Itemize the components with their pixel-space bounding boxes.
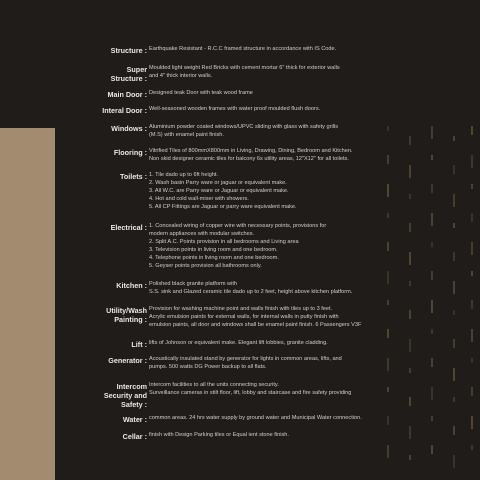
- spec-label-line: Painting :: [114, 315, 147, 324]
- spec-value: Aluminium powder coated windows/UPVC sliding with glass with safety grills (M.S) with enamel paint finish.: [149, 124, 339, 138]
- spec-label: Structure :: [110, 46, 147, 55]
- spec-label: Cellar :: [122, 432, 147, 441]
- spec-label: Interal Door :: [102, 106, 147, 115]
- spec-label-line: Intercom: [116, 382, 147, 391]
- spec-label: Kitchen :: [116, 281, 147, 290]
- spec-value: Vitrified Tiles of 800mmX800mm in Living, Drawing, Dining, Bedroom and Kitchen. Non skid designer ceramic tiles for balcony 6s utility areas, 12"X12" for all toilets.: [149, 148, 353, 162]
- spec-value: 1. Concealed wiring of copper wire with necessary points, provisions for modern appliances with modular switches. 2. Split A.C. Points provision in all bedrooms and Living area 3. Television points in living room and one bedroom. 4. Telephone points in living room and one bedroom. 5. Geyser points provision all bathrooms only.: [149, 223, 327, 269]
- spec-label-line: Super: [126, 65, 147, 74]
- spec-label: Main Door :: [107, 90, 147, 99]
- spec-value: Well-seasoned wooden frames with water proof moulded flush doors.: [149, 106, 321, 112]
- spec-label: [111, 65, 147, 83]
- spec-value: Acoustically insulated stand by generator for lights in common areas, lifts, and pumps. 500 watts DG Power backup to all flats.: [149, 356, 342, 370]
- spec-value: Provision for washing machine point and walls finish with tiles up to 3 feet. Acrylic emulsion paints for external walls, for internal walls in putty finish with emulsion paints, all door and windows shall be enamel paint finish. 6 Passengers V3F: [149, 306, 362, 328]
- spec-label: Toilets :: [119, 172, 147, 181]
- spec-label: Generator :: [108, 356, 147, 365]
- spec-label-line: Utility/Wash: [106, 306, 147, 315]
- spec-value: Polished black granite platform with S.S. sink and Glazed ceramic tile dado up to 2 feet, height above kitchen platform.: [149, 281, 353, 295]
- spec-label: [104, 382, 147, 409]
- spec-value: 1. Tile dado up to 6ft height. 2. Wash basin Parry ware or jaguar or equivalent make. 3. All W.C. are Parry ware or Jaguar or equivalent make. 4. Hot and cold wall-mixer with showers. 5. All CP Fittings are Jaguar or parry ware equivalent make.: [149, 172, 297, 210]
- spec-value: Intercom facilities to all the units connecting security. Surveillance cameras in stilt floor, lift, lobby and staircase and fire safety providing: [149, 382, 352, 396]
- spec-value: Moulded light weight Red Bricks with cement mortar 6" thick for exterior walls and 4" thick interior walls.: [149, 65, 340, 79]
- spec-label-line: Security and: [103, 391, 147, 400]
- spec-label: Flooring :: [113, 148, 147, 157]
- spec-label: Windows :: [111, 124, 147, 133]
- spec-label: Lift :: [131, 340, 147, 349]
- spec-value: Earthquake Resistant - R.C.C framed structure in accordance with IS Code.: [149, 46, 337, 52]
- spec-value: common areas. 24 hrs water supply by ground water and Municipal Water connection.: [149, 415, 362, 421]
- spec-label: Water :: [122, 415, 147, 424]
- spec-value: lifts of Johnson or equivalent make. Elegant lift lobbies, granite cladding.: [149, 340, 328, 346]
- spec-value: Designed teak Door with teak wood frame: [149, 90, 253, 96]
- spec-label: Electrical :: [110, 223, 147, 232]
- spec-label-line: Structure :: [110, 74, 147, 83]
- spec-label: [106, 306, 147, 324]
- spec-value: finish with Design Parking tiles or Equal ient stone finish.: [149, 432, 289, 438]
- spec-label-line: Safety :: [121, 400, 147, 409]
